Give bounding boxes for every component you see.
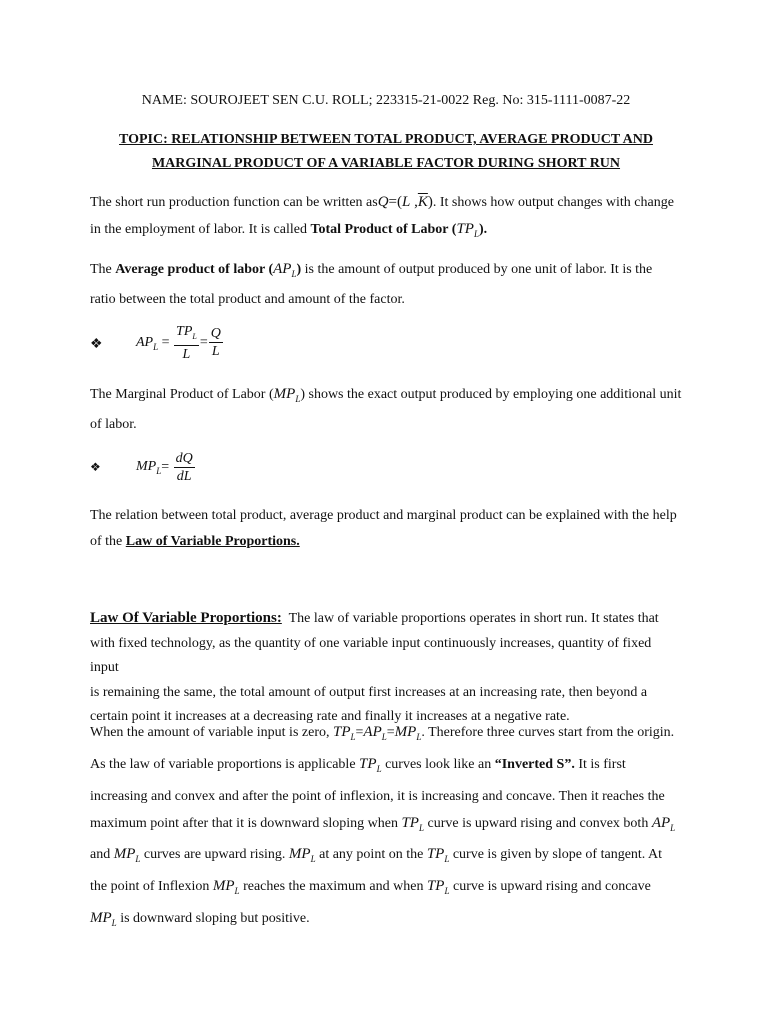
paragraph-average-product [90,256,682,313]
diamond-bullet-icon: ❖ [90,460,101,474]
p4-line-1: The relation between total product, average product and marginal product can be explained with the help [90,508,677,523]
formula-marginal-product: ❖ $MP_L=$ $\frac{dQ}{dL}$ [90,451,193,484]
p3-line-2: of labor. [90,417,137,432]
p5-line-2: with fixed technology, as the quantity of one variable input continuously increases, quantity of fixed input [90,635,652,675]
mp-label: $MP_L$ [136,459,162,476]
fraction-tp-over-l: $\frac{TP_L}{L}$ [176,324,197,362]
p6-line-6: the point of Inflexion $MP_L$ reaches the maximum and when $TP_L$ curve is upward rising and concave [90,878,651,896]
p6-line-7: $MP_L$ is downward sloping but positive. [90,909,310,928]
law-link-text: Law of Variable Proportions. [125,534,300,549]
p4-line-2: of the Law of Variable Proportions. [90,534,300,549]
p1-line-1: The short run production function can be written asQ=(L $,\overline{K}$). It shows how output changes with change [90,194,674,210]
student-header: NAME: SOUROJEET SEN C.U. ROLL; 223315-21-0022 Reg. No: 315-1111-0087-22 [141,93,631,108]
fraction-dq-over-dl: $\frac{dQ}{dL}$ [175,451,193,484]
fraction-q-over-l: $\frac{Q}{L}$ [210,326,221,360]
p3-line-1: The Marginal Product of Labor $(MP_L)$ shows the exact output produced by employing one additional unit [90,386,682,404]
p6-line-2: As the law of variable proportions is applicable $TP_L$ curves look like an “Inverted S”. It is first [90,755,626,774]
p5-line-4: certain point it increases at a decreasing rate and finally it increases at a negative rate. [90,709,570,724]
p5-line-1: Law Of Variable Proportions: The law of variable proportions operates in short run. It states that [90,610,659,626]
paragraph-relation [90,503,682,555]
paragraph-curves [90,719,682,937]
p2-line-1: The Average product of labor $(AP_L)$ is the amount of output produced by one unit of labor. It is the [90,261,653,279]
diamond-bullet-icon: ❖ [90,337,103,352]
law-heading: Law Of Variable Proportions: [90,610,282,626]
paragraph-marginal-product [90,381,682,438]
paragraph-law-definition [90,606,682,730]
ap-label: $AP_L$ [136,334,159,352]
formula-average-product: ❖ $AP_L$ = $\frac{TP_L}{L}$ = $\frac{Q}{L}$ [90,324,221,362]
paragraph-production-function [90,189,682,247]
p6-line-4: maximum point after that it is downward sloping when $TP_L$ curve is upward rising and convex both $AP_L$ [90,814,676,833]
topic-title [90,128,682,176]
p6-line-1: When the amount of variable input is zero, $TP_L=AP_L=MP_L$. Therefore three curves start from the origin. [90,724,675,742]
p6-line-3: increasing and convex and after the point of inflexion, it is increasing and concave. Then it reaches the [90,788,665,804]
p5-line-3: is remaining the same, the total amount of output first increases at an increasing rate, then beyond a [90,684,648,700]
p2-line-2: ratio between the total product and amount of the factor. [90,292,405,307]
p1-line-2: in the employment of labor. It is called Total Product of Labor $(TP_L)$. [90,221,488,239]
topic-line-2: MARGINAL PRODUCT OF A VARIABLE FACTOR DURING SHORT RUN [151,156,621,171]
p6-line-5: and $MP_L$ curves are upward rising. $MP_L$ at any point on the $TP_L$ curve is given by slope of tangent. At [90,846,663,865]
topic-line-1: TOPIC: RELATIONSHIP BETWEEN TOTAL PRODUCT, AVERAGE PRODUCT AND [119,132,653,147]
